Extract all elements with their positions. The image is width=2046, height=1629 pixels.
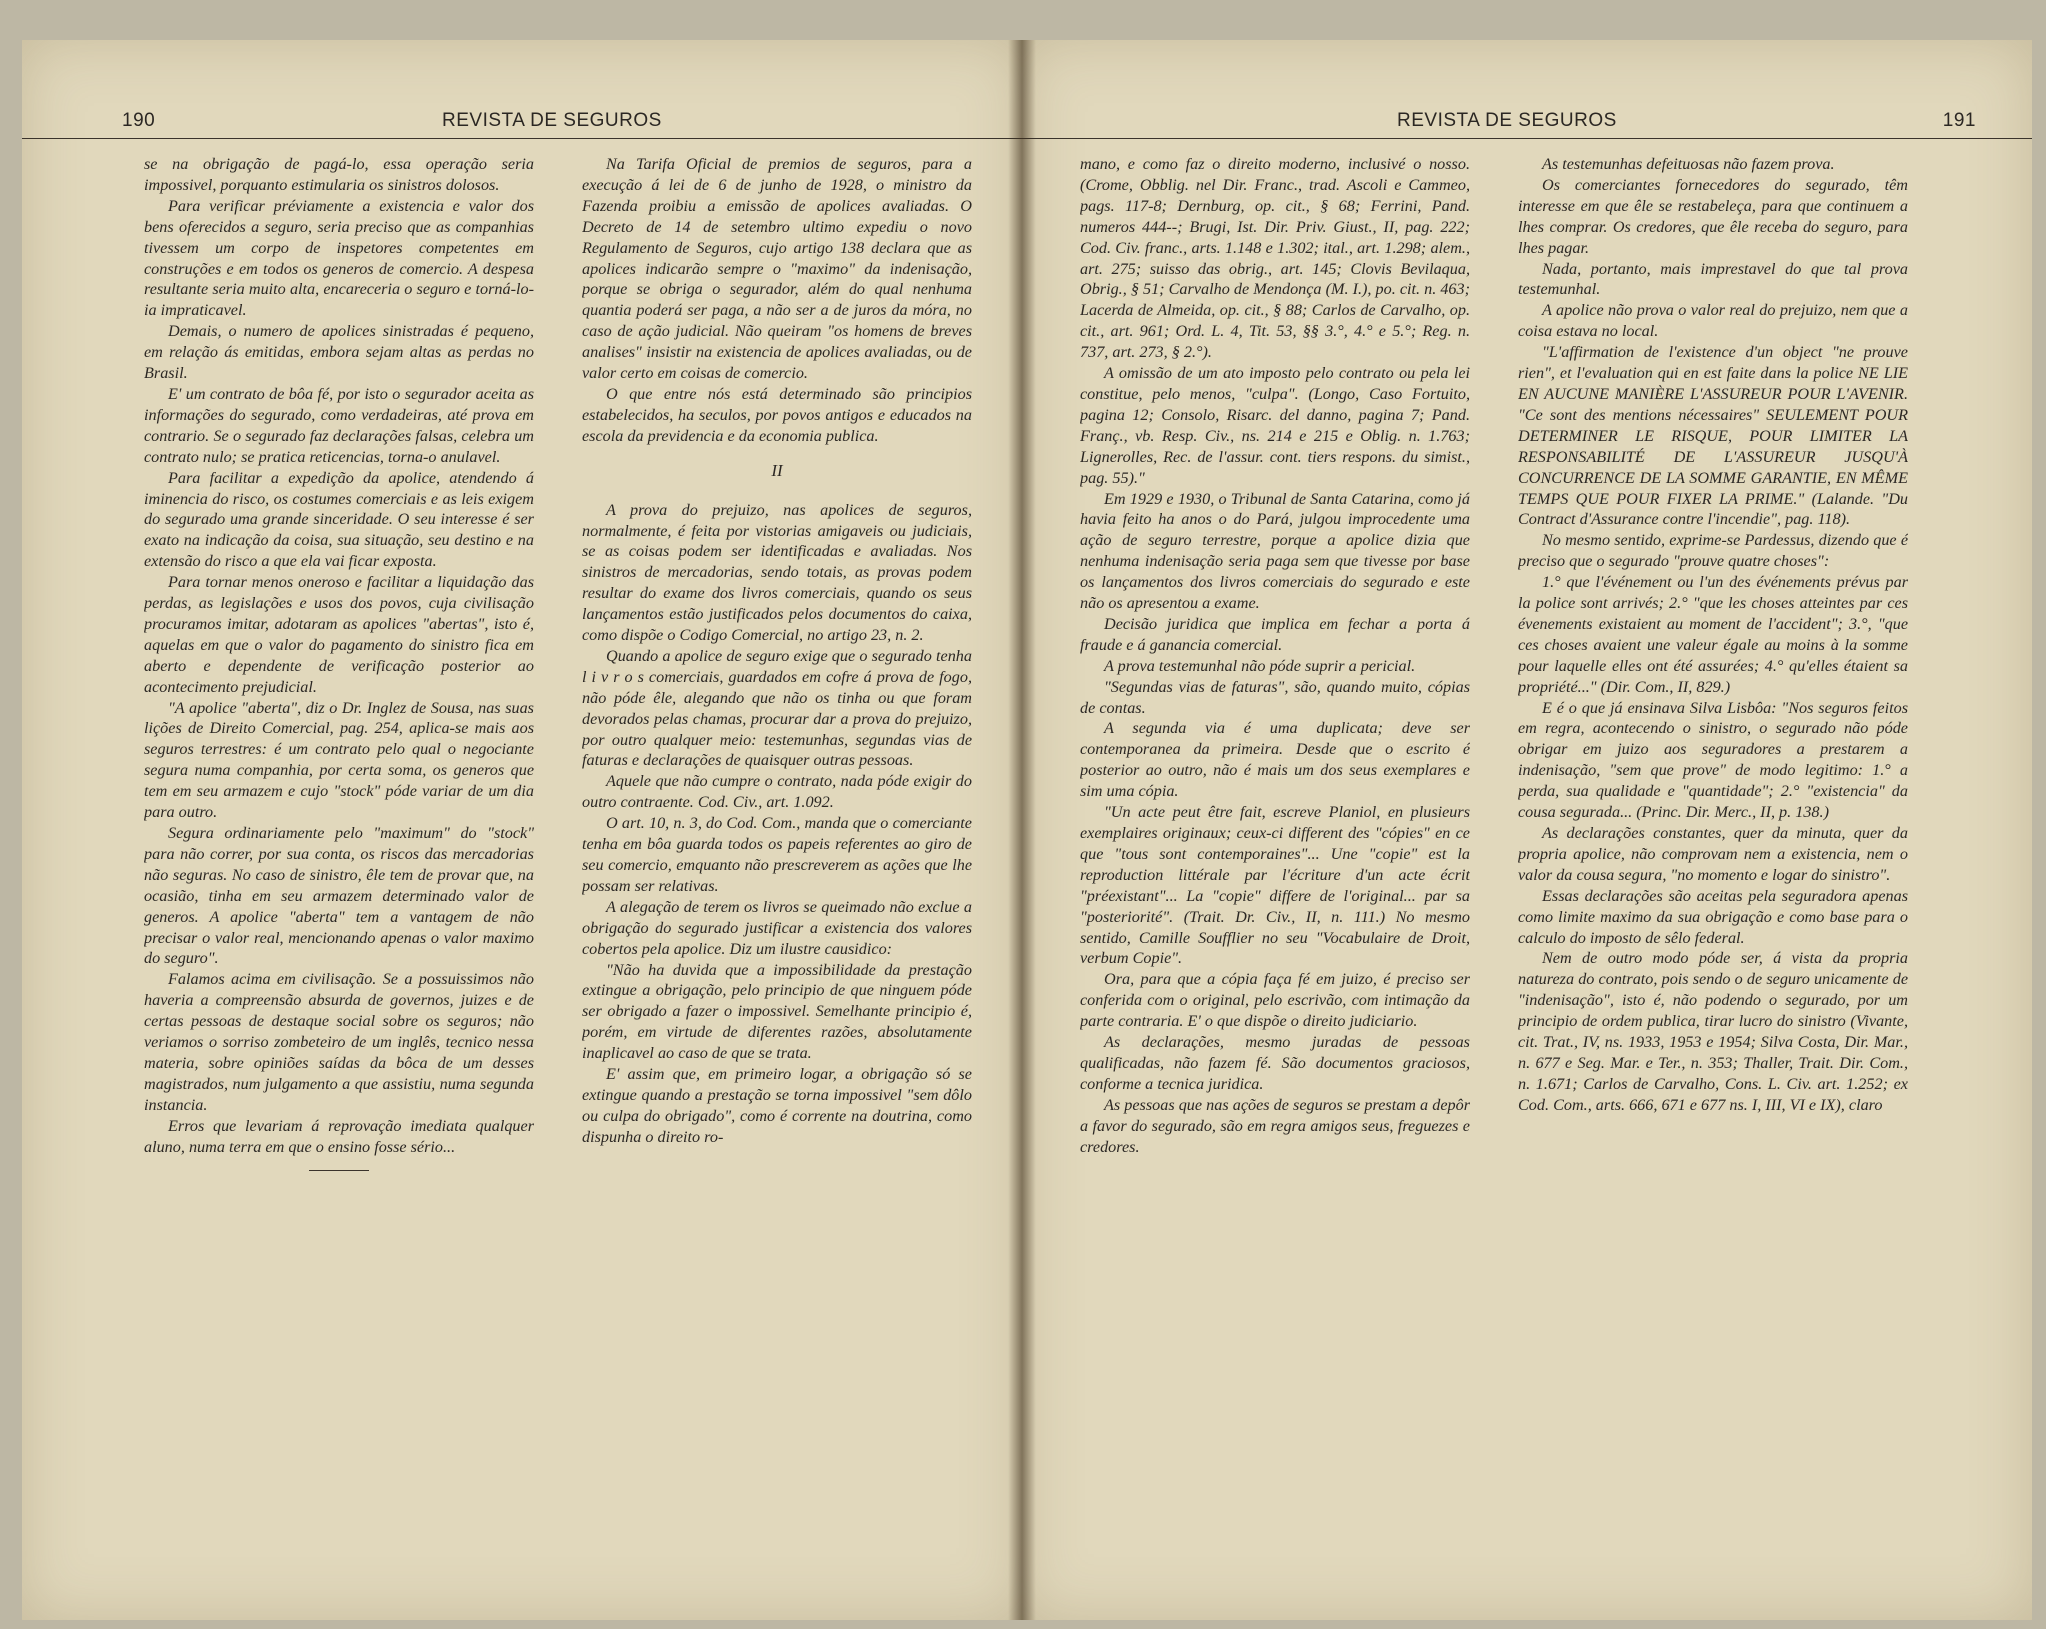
left-page-number: 190 xyxy=(122,110,156,131)
paragraph: "Un acte peut être fait, escreve Planiol, en plusieurs exemplaires originaux; ceux-ci different des "cópies" en ce que "tous sont contemporaines"... Une "copie" est la reproduction littérale par l'écriture d'un acte écrit "préexistant"... La "copie" differe de l'original... par sa "posteriorité". (Trait. Dr. Civ., II, n. 111.) No mesmo sentido, Camille Soufflier no seu "Vocabulaire de Droit, verbum Copie". xyxy=(1080,803,1470,968)
right-page xyxy=(1022,40,2032,1620)
paragraph: A alegação de terem os livros se queimado não exclue a obrigação do segurado justificar a existencia dos valores cobertos pela apolice. Diz um ilustre causidico: xyxy=(582,897,972,958)
book-gutter xyxy=(1008,40,1036,1620)
paragraph: No mesmo sentido, exprime-se Pardessus, dizendo que é preciso que o segurado "prouve quatre choses": xyxy=(1518,531,1908,571)
paragraph: Na Tarifa Oficial de premios de seguros, para a execução á lei de 6 de junho de 1928, o ministro da Fazenda proibiu a emissão de apolices avaliadas. O Decreto de 14 de setembro ultimo expediu o novo Regulamento de Seguros, cujo artigo 138 declara que as apolices indicarão sempre o "maximo" da indenisação, porque se obriga o segurador, além do qual nenhuma quantia poderá ser paga, a não ser a de juros da móra, no caso de ação judicial. Não queiram "os homens de breves analises" insistir na existencia de apolices avaliadas, ou de valor certo em coisas de comercio. xyxy=(582,155,972,383)
right-page-number: 191 xyxy=(1942,110,1976,131)
left-running-head xyxy=(22,98,1022,139)
paragraph: Segura ordinariamente pelo "maximum" do "stock" para não correr, por sua conta, os riscos das mercadorias não seguras. No caso de sinistro, êle tem de provar que, na ocasião, tinha em seu armazem determinado valor de generos. A apolice "aberta" tem a vantagem de não precisar o valor real, mencionando apenas o valor maximo do seguro". xyxy=(144,824,534,968)
paragraph: Em 1929 e 1930, o Tribunal de Santa Catarina, como já havia feito ha anos o do Pará, julgou improcedente uma ação de seguro terrestre, porque a apolice dizia que nenhuma indenisação seria paga sem que tivesse por base os lançamentos dos livros comerciais do segurado e este não os apresentou a exame. xyxy=(1080,489,1470,613)
paragraph: "L'affirmation de l'existence d'un object "ne prouve rien", et l'evaluation qui en est faite dans la police NE LIE EN AUCUNE MANIÈRE L'ASSUREUR POUR L'AVENIR. "Ce sont des mentions nécessaires" SEULEMENT POUR DETERMINER LE RISQUE, POUR LIMITER LA RESPONSABILITÉ DE L'ASSUREUR JUSQU'À CONCURRENCE DE LA SOMME GARANTIE, EN MÊME TEMPS QUE POUR FIXER LA PRIME." (Lalande. "Du Contract d'Assurance contre l'incendie", pag. 118). xyxy=(1518,343,1908,529)
paragraph: "Segundas vias de faturas", são, quando muito, cópias de contas. xyxy=(1080,677,1470,717)
paragraph: A segunda via é uma duplicata; deve ser contemporanea da primeira. Desde que o escrito é posterior ao outro, não é mais um dos seus exemplares e sim uma cópia. xyxy=(1080,719,1470,801)
paragraph: "A apolice "aberta", diz o Dr. Inglez de Sousa, nas suas lições de Direito Comercial, pag. 254, aplica-se mais aos seguros terrestres: é um contrato pelo qual o negociante segura numa companhia, por certa soma, os generos que tem em seu armazem e cujo "stock" póde variar de um dia para outro. xyxy=(144,698,534,822)
paragraph: E' um contrato de bôa fé, por isto o segurador aceita as informações do segurado, como verdadeiras, até prova em contrario. Se o segurado faz declarações falsas, celebra um contrato nulo; se pratica reticencias, torna-o anulavel. xyxy=(144,384,534,466)
right-running-title: REVISTA DE SEGUROS xyxy=(1397,110,1617,131)
left-column-1 xyxy=(144,154,534,1604)
paragraph: As declarações constantes, quer da minuta, quer da propria apolice, não comprovam nem a existencia, nem o valor da cousa segura, "no momento e logar do sinistro". xyxy=(1518,824,1908,884)
paragraph: As testemunhas defeituosas não fazem prova. xyxy=(1542,155,1835,173)
paragraph: E' assim que, em primeiro logar, a obrigação só se extingue quando a prestação se torna impossivel "sem dôlo ou culpa do obrigado", como é corrente na doutrina, como dispunha o direito ro- xyxy=(582,1065,972,1146)
paragraph: O que entre nós está determinado são principios estabelecidos, ha seculos, por povos antigos e educados na escola da previdencia e da economia publica. xyxy=(582,384,972,445)
paragraph: As declarações, mesmo juradas de pessoas qualificadas, não fazem fé. São documentos graciosos, conforme a tecnica juridica. xyxy=(1080,1033,1470,1093)
left-page xyxy=(22,40,1022,1620)
paragraph: E é o que já ensinava Silva Lisbôa: "Nos seguros feitos em regra, acontecendo o sinistro, o segurado não póde obrigar em juizo aos seguradores a prestarem a indenisação, "sem que prove" de modo legitimo: 1.° a perda, sua qualidade e "quantidade"; 2.° "existencia" da cousa segurada... (Princ. Dir. Merc., II, p. 138.) xyxy=(1518,698,1908,822)
section-number: II xyxy=(771,460,783,480)
paragraph: Decisão juridica que implica em fechar a porta á fraude e á ganancia comercial. xyxy=(1080,614,1470,654)
paragraph: Os comerciantes fornecedores do segurado, têm interesse em que êle se restabeleça, para que continuem a lhes comprar. Os credores, que êle receba do seguro, para lhes pagar. xyxy=(1518,175,1908,257)
right-column-1 xyxy=(1080,154,1470,1604)
paragraph: A omissão de um ato imposto pelo contrato ou pela lei constitue, pelo menos, "culpa". (Longo, Caso Fortuito, pagina 12; Consolo, Risarc. del danno, pagina 7; Pand. Franç., vb. Resp. Civ., ns. 214 e 215 e Oblig. n. 1.763; Lignerolles, Rec. de l'assur. cont. tiers respons. du simist., pag. 55)." xyxy=(1080,364,1470,487)
paragraph: mano, e como faz o direito moderno, inclusivé o nosso. (Crome, Obblig. nel Dir. Franc., trad. Ascoli e Cammeo, pags. 117-8; Dernburg, op. cit., § 68; Ferrini, Pand. numeros 444--; Brugi, Ist. Dir. Priv. Giust., II, pag. 222; Cod. Civ. franc., arts. 1.148 e 1.302; ital., art. 1.298; alem., art. 275; suisso das obrig., art. 145; Clovis Bevilaqua, Obrig., § 51; Carvalho de Mendonça (M. I.), po. cit. n. 463; Lacerda de Almeida, op. cit., § 88; Carlos de Carvalho, op. cit., art. 961; Ord. L. 4, Tit. 53, §§ 3.°, 4.° e 5.°; Reg. n. 737, art. 273, § 2.°). xyxy=(1080,155,1470,362)
paragraph: Erros que levariam á reprovação imediata qualquer aluno, numa terra em que o ensino fosse sério... xyxy=(144,1116,534,1156)
paragraph: "Não ha duvida que a impossibilidade da prestação extingue a obrigação, pelo principio de que ninguem póde ser obrigado a fazer o impossivel. Semelhante principio é, porém, em virtude de diferentes razões, absolutamente inaplicavel ao caso de que se trata. xyxy=(582,960,972,1063)
right-running-head xyxy=(1022,98,2032,139)
paragraph: Para verificar préviamente a existencia e valor dos bens oferecidos a seguro, seria preciso que as companhias tivessem um corpo de inspetores competentes em construções e em todos os generos de comercio. A despesa resultante seria muito alta, encareceria o seguro e torná-lo-ia impraticavel. xyxy=(144,196,534,320)
paragraph: Essas declarações são aceitas pela seguradora apenas como limite maximo da sua obrigação e como base para o calculo do imposto de sêlo federal. xyxy=(1518,886,1908,947)
paragraph: Nem de outro modo póde ser, á vista da propria natureza do contrato, pois sendo o de seguro unicamente de "indenisação", isto é, não podendo o segurado, por um principio de ordem publica, tirar lucro do sinistro (Vivante, cit. Trat., IV, ns. 1933, 1953 e 1954; Silva Costa, Dir. Mar., n. 677 e Seg. Mar. e Ter., n. 353; Thaller, Trait. Dir. Com., n. 1.671; Carlos de Carvalho, Cons. L. Civ. art. 1.252; ex Cod. Com., arts. 666, 671 e 677 ns. I, III, VI e IX), claro xyxy=(1518,949,1908,1114)
paragraph: Quando a apolice de seguro exige que o segurado tenha l i v r o s comerciais, guardados em cofre á prova de fogo, não póde êle, alegando que não os tinha ou que foram devorados pelas chamas, procurar dar a prova do prejuizo, por outro qualquer meio: testemunhas, segundas vias de faturas e declarações de quaisquer outras pessoas. xyxy=(582,646,972,770)
paragraph: As pessoas que nas ações de seguros se prestam a depôr a favor do segurado, são em regra amigos seus, freguezes e credores. xyxy=(1080,1095,1470,1156)
paragraph: Nada, portanto, mais imprestavel do que tal prova testemunhal. xyxy=(1518,259,1908,299)
paragraph: A prova testemunhal não póde suprir a pericial. xyxy=(1104,656,1416,675)
right-column-2 xyxy=(1518,154,1908,1604)
end-rule xyxy=(309,1170,369,1171)
paragraph: A prova do prejuizo, nas apolices de seguros, normalmente, é feita por vistorias amigaveis ou judiciais, se as coisas podem ser identificadas e avaliadas. Nos sinistros de mercadorias, sendo totais, as provas podem resultar do exame dos livros comerciais, quando os seus lançamentos estão justificados pelos documentos do caixa, como dispõe o Codigo Comercial, no artigo 23, n. 2. xyxy=(582,500,972,645)
paragraph: Demais, o numero de apolices sinistradas é pequeno, em relação ás emitidas, embora sejam altas as perdas no Brasil. xyxy=(144,322,534,383)
left-running-title: REVISTA DE SEGUROS xyxy=(442,110,662,131)
paragraph: Ora, para que a cópia faça fé em juizo, é preciso ser conferida com o original, pelo escrivão, com intimação da parte contraria. E' o que dispõe o direito judiciario. xyxy=(1080,970,1470,1031)
paragraph: Falamos acima em civilisação. Se a possuissimos não haveria a compreensão absurda de governos, juizes e de certas pessoas de destaque social sobre os seguros; não veriamos o sorriso zombeteiro de um inglês, tecnico nessa materia, sobre opiniões saídas da bôca de um desses magistrados, num julgamento a que assistiu, numa segunda instancia. xyxy=(144,970,534,1114)
paragraph: A apolice não prova o valor real do prejuizo, nem que a coisa estava no local. xyxy=(1518,301,1908,341)
paragraph: Para facilitar a expedição da apolice, atendendo á iminencia do risco, os costumes comerciais e as leis exigem do segurado uma grande sinceridade. O seu interesse é ser exato na indicação da coisa, sua situação, seu destino e na extensão do risco a que ela vai ficar exposta. xyxy=(144,468,534,571)
left-column-2 xyxy=(582,154,972,1604)
paragraph: se na obrigação de pagá-lo, essa operação seria impossivel, porquanto estimularia os sinistros dolosos. xyxy=(144,155,534,194)
paragraph: Para tornar menos oneroso e facilitar a liquidação das perdas, as legislações e usos dos povos, cuja civilisação procuramos imitar, adotaram as apolices "abertas", isto é, aquelas em que o valor do pagamento do sinistro fica em aberto e dependente de verificação posterior ao acontecimento prejudicial. xyxy=(144,573,534,696)
paragraph: 1.° que l'événement ou l'un des événements prévus par la police sont arrivés; 2.° "que les choses atteintes par ces évenements existaient au moment de l'accident"; 3.°, "que ces choses avaient une valeur égale au moins à la somme pour laquelle elles ont été assurées; 4.° qu'elles étaient sa propriété..." (Dir. Com., II, 829.) xyxy=(1518,573,1908,696)
paragraph: O art. 10, n. 3, do Cod. Com., manda que o comerciante tenha em bôa guarda todos os papeis referentes ao giro de seu comercio, emquanto não prescreverem as ações que lhe possam ser relativas. xyxy=(582,814,972,895)
paragraph: Aquele que não cumpre o contrato, nada póde exigir do outro contraente. Cod. Civ., art. 1.092. xyxy=(582,772,972,812)
